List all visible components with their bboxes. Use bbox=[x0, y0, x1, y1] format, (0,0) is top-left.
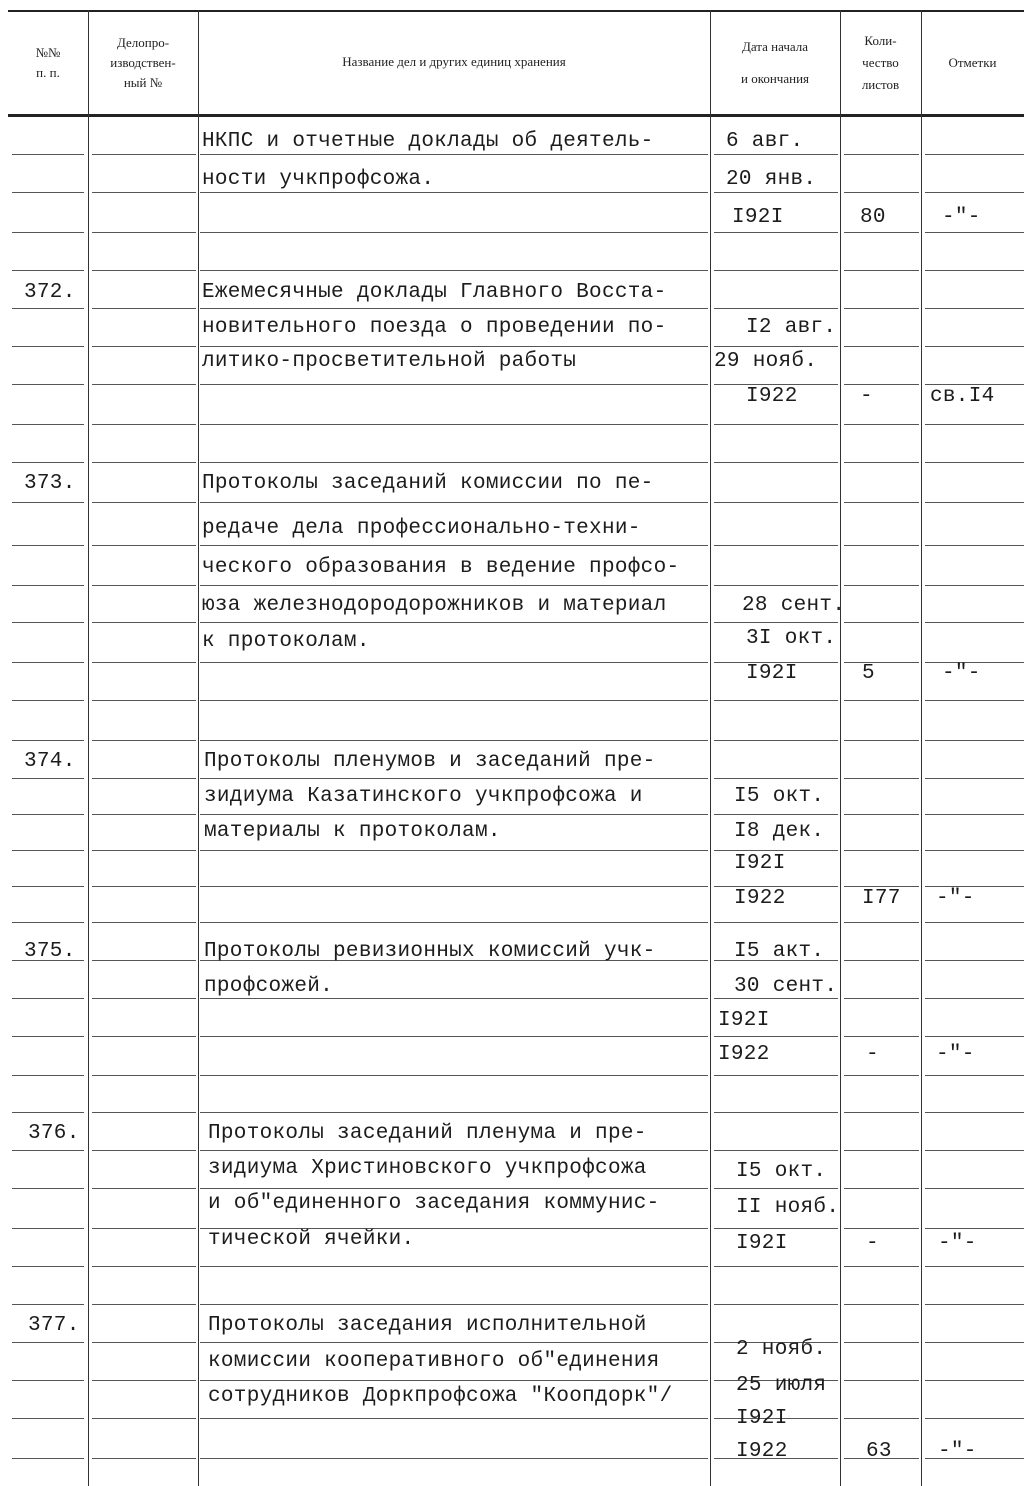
entry-title-line: зидиума Казатинского учкпрофсожа и bbox=[204, 785, 643, 808]
ruled-line bbox=[200, 502, 708, 503]
entry-date: I92I bbox=[718, 1009, 770, 1032]
entry-title-line: НКПС и отчетные доклады об деятель- bbox=[202, 130, 654, 153]
ruled-line bbox=[92, 1112, 196, 1113]
column-divider bbox=[88, 10, 89, 1486]
ruled-line bbox=[844, 1112, 919, 1113]
ruled-line bbox=[714, 232, 838, 233]
ruled-line bbox=[844, 1150, 919, 1151]
ruled-line bbox=[925, 232, 1024, 233]
entry-date: I2 авг. bbox=[746, 316, 837, 339]
ruled-line bbox=[92, 622, 196, 623]
ruled-line bbox=[925, 740, 1024, 741]
entry-date: I92I bbox=[746, 662, 798, 685]
ruled-line bbox=[12, 1342, 84, 1343]
ruled-line bbox=[92, 1075, 196, 1076]
header-dates-line: Дата начала bbox=[741, 39, 809, 54]
ruled-line bbox=[714, 1150, 838, 1151]
ruled-line bbox=[12, 1036, 84, 1037]
header-sheets-line: листов bbox=[861, 77, 900, 92]
ruled-line bbox=[92, 154, 196, 155]
ruled-line bbox=[714, 545, 838, 546]
ruled-line bbox=[92, 960, 196, 961]
ruled-line bbox=[200, 1112, 708, 1113]
entry-notes: св.I4 bbox=[930, 385, 995, 408]
ruled-line bbox=[925, 545, 1024, 546]
ruled-line bbox=[12, 886, 84, 887]
ruled-line bbox=[200, 740, 708, 741]
entry-date: 29 нояб. bbox=[714, 350, 818, 373]
ruled-line bbox=[925, 270, 1024, 271]
ruled-line bbox=[92, 1418, 196, 1419]
header-num-line: №№ bbox=[35, 45, 61, 60]
ruled-line bbox=[200, 1036, 708, 1037]
entry-date: 25 июля bbox=[736, 1374, 827, 1397]
ruled-line bbox=[200, 1418, 708, 1419]
ruled-line bbox=[12, 814, 84, 815]
ruled-line bbox=[925, 1266, 1024, 1267]
ruled-line bbox=[925, 154, 1024, 155]
entry-title-line: новительного поезда о проведении по- bbox=[202, 316, 667, 339]
ruled-line bbox=[12, 1112, 84, 1113]
ruled-line bbox=[12, 192, 84, 193]
entry-date: 30 сент. bbox=[734, 975, 838, 998]
ruled-line bbox=[925, 192, 1024, 193]
ruled-line bbox=[844, 585, 919, 586]
ruled-line bbox=[714, 585, 838, 586]
ruled-line bbox=[12, 1188, 84, 1189]
ruled-line bbox=[12, 740, 84, 741]
entry-date: 6 авг. bbox=[726, 130, 804, 153]
ruled-line bbox=[12, 1266, 84, 1267]
ruled-line bbox=[12, 1228, 84, 1229]
ruled-line bbox=[200, 424, 708, 425]
entry-notes: -"- bbox=[938, 1440, 977, 1463]
ruled-line bbox=[844, 545, 919, 546]
ruled-line bbox=[844, 922, 919, 923]
header-office-line: изводствен- bbox=[110, 55, 176, 70]
ruled-line bbox=[92, 778, 196, 779]
ruled-line bbox=[714, 154, 838, 155]
ruled-line bbox=[12, 850, 84, 851]
entry-notes: -"- bbox=[936, 887, 975, 910]
ruled-line bbox=[714, 778, 838, 779]
entry-date: I92I bbox=[736, 1232, 788, 1255]
ruled-line bbox=[92, 1380, 196, 1381]
ruled-line bbox=[844, 192, 919, 193]
ruled-line bbox=[714, 462, 838, 463]
entry-title-line: зидиума Христиновского учкпрофсожа bbox=[208, 1157, 647, 1180]
entry-notes: -"- bbox=[942, 206, 981, 229]
ruled-line bbox=[92, 502, 196, 503]
ruled-line bbox=[925, 1342, 1024, 1343]
ruled-line bbox=[844, 346, 919, 347]
ruled-line bbox=[92, 700, 196, 701]
entry-notes: -"- bbox=[936, 1043, 975, 1066]
ruled-line bbox=[12, 154, 84, 155]
header-bottom-rule bbox=[8, 114, 1024, 117]
ruled-line bbox=[844, 270, 919, 271]
header-num bbox=[8, 14, 88, 112]
ruled-line bbox=[12, 1418, 84, 1419]
ruled-line bbox=[844, 384, 919, 385]
ruled-line bbox=[925, 700, 1024, 701]
ruled-line bbox=[925, 850, 1024, 851]
ruled-line bbox=[844, 1342, 919, 1343]
ruled-line bbox=[200, 622, 708, 623]
ruled-line bbox=[714, 1228, 838, 1229]
ruled-line bbox=[200, 922, 708, 923]
ruled-line bbox=[714, 270, 838, 271]
ruled-line bbox=[844, 424, 919, 425]
entry-date: I5 окт. bbox=[734, 785, 825, 808]
ruled-line bbox=[92, 1342, 196, 1343]
ruled-line bbox=[200, 585, 708, 586]
ruled-line bbox=[12, 232, 84, 233]
ruled-line bbox=[200, 346, 708, 347]
ruled-line bbox=[714, 922, 838, 923]
ruled-line bbox=[12, 462, 84, 463]
ruled-line bbox=[12, 545, 84, 546]
header-sheets bbox=[840, 14, 921, 112]
ruled-line bbox=[714, 622, 838, 623]
ruled-line bbox=[200, 270, 708, 271]
ruled-line bbox=[12, 502, 84, 503]
ruled-line bbox=[844, 740, 919, 741]
ruled-line bbox=[12, 922, 84, 923]
ruled-line bbox=[925, 1228, 1024, 1229]
ruled-line bbox=[12, 700, 84, 701]
ruled-line bbox=[714, 1036, 838, 1037]
ruled-line bbox=[714, 1304, 838, 1305]
entry-title-line: Протоколы заседаний комиссии по пе- bbox=[202, 472, 654, 495]
ruled-line bbox=[714, 346, 838, 347]
entry-date: 3I окт. bbox=[746, 627, 837, 650]
ruled-line bbox=[200, 462, 708, 463]
ruled-line bbox=[200, 232, 708, 233]
ruled-line bbox=[12, 270, 84, 271]
entry-sheets: - bbox=[866, 1043, 879, 1066]
ruled-line bbox=[92, 1036, 196, 1037]
ruled-line bbox=[92, 384, 196, 385]
header-office-line: Делопро- bbox=[116, 35, 170, 50]
entry-number: 376. bbox=[28, 1122, 80, 1145]
ruled-line bbox=[714, 1188, 838, 1189]
ruled-line bbox=[12, 308, 84, 309]
entry-title-line: литико-просветительной работы bbox=[202, 350, 577, 373]
ruled-line bbox=[844, 308, 919, 309]
ruled-line bbox=[92, 1458, 196, 1459]
ruled-line bbox=[200, 1075, 708, 1076]
ruled-line bbox=[200, 545, 708, 546]
ruled-line bbox=[200, 700, 708, 701]
ruled-line bbox=[844, 232, 919, 233]
ruled-line bbox=[844, 998, 919, 999]
entry-date: I5 акт. bbox=[734, 940, 825, 963]
entry-date: I8 дек. bbox=[734, 820, 825, 843]
ruled-line bbox=[92, 424, 196, 425]
entry-notes: -"- bbox=[938, 1232, 977, 1255]
entry-date: I92I bbox=[732, 206, 784, 229]
entry-title-line: тической ячейки. bbox=[208, 1228, 415, 1251]
ruled-line bbox=[844, 662, 919, 663]
ruled-line bbox=[714, 700, 838, 701]
ruled-line bbox=[12, 998, 84, 999]
entry-date: I5 окт. bbox=[736, 1160, 827, 1183]
ruled-line bbox=[714, 1112, 838, 1113]
ruled-line bbox=[925, 462, 1024, 463]
ruled-line bbox=[12, 778, 84, 779]
entry-title-line: сотрудников Доркпрофсожа "Коопдорк"/ bbox=[208, 1385, 673, 1408]
ruled-line bbox=[92, 1304, 196, 1305]
ruled-line bbox=[200, 1150, 708, 1151]
ruled-line bbox=[92, 1228, 196, 1229]
ruled-line bbox=[844, 778, 919, 779]
header-office-line: ный № bbox=[123, 75, 163, 90]
ruled-line bbox=[92, 308, 196, 309]
ruled-line bbox=[925, 1418, 1024, 1419]
ruled-line bbox=[925, 814, 1024, 815]
ruled-line bbox=[200, 850, 708, 851]
entry-title-line: и об"единенного заседания коммунис- bbox=[208, 1192, 660, 1215]
ruled-line bbox=[714, 998, 838, 999]
ruled-line bbox=[200, 1342, 708, 1343]
ruled-line bbox=[925, 1075, 1024, 1076]
ruled-line bbox=[925, 960, 1024, 961]
entry-sheets: - bbox=[860, 385, 873, 408]
entry-number: 377. bbox=[28, 1314, 80, 1337]
ruled-line bbox=[12, 1304, 84, 1305]
column-divider bbox=[840, 10, 841, 1486]
entry-title-line: юза железнодородорожников и материал bbox=[202, 594, 667, 617]
entry-sheets: I77 bbox=[862, 887, 901, 910]
ruled-line bbox=[925, 1304, 1024, 1305]
ruled-line bbox=[92, 922, 196, 923]
ruled-line bbox=[844, 1228, 919, 1229]
header-title bbox=[198, 14, 710, 112]
entry-date: I92I bbox=[734, 852, 786, 875]
ruled-line bbox=[925, 622, 1024, 623]
ruled-line bbox=[714, 1075, 838, 1076]
ruled-line bbox=[200, 886, 708, 887]
ruled-line bbox=[200, 1380, 708, 1381]
ruled-line bbox=[844, 502, 919, 503]
ruled-line bbox=[92, 1188, 196, 1189]
header-sheets-line: чество bbox=[862, 55, 899, 70]
entry-title-line: ческого образования в ведение профсо- bbox=[202, 556, 680, 579]
ruled-line bbox=[92, 585, 196, 586]
column-divider bbox=[198, 10, 199, 1486]
entry-title-line: к протоколам. bbox=[202, 630, 370, 653]
ruled-line bbox=[925, 922, 1024, 923]
ruled-line bbox=[844, 1188, 919, 1189]
ruled-line bbox=[92, 1266, 196, 1267]
ruled-line bbox=[714, 424, 838, 425]
ruled-line bbox=[12, 1150, 84, 1151]
entry-title-line: Протоколы пленумов и заседаний пре- bbox=[204, 750, 656, 773]
ruled-line bbox=[714, 502, 838, 503]
entry-date: 20 янв. bbox=[726, 168, 817, 191]
column-divider bbox=[921, 10, 922, 1486]
ruled-line bbox=[12, 1380, 84, 1381]
ruled-line bbox=[12, 622, 84, 623]
ruled-line bbox=[925, 1380, 1024, 1381]
entry-title-line: Протоколы заседаний пленума и пре- bbox=[208, 1122, 647, 1145]
ruled-line bbox=[844, 154, 919, 155]
ruled-line bbox=[92, 850, 196, 851]
ruled-line bbox=[844, 850, 919, 851]
header-title-text: Название дел и других единиц хранения bbox=[342, 54, 566, 69]
ruled-line bbox=[925, 778, 1024, 779]
ruled-line bbox=[925, 502, 1024, 503]
ruled-line bbox=[200, 384, 708, 385]
ruled-line bbox=[925, 585, 1024, 586]
ruled-line bbox=[92, 998, 196, 999]
entry-title-line: Протоколы заседания исполнительной bbox=[208, 1314, 647, 1337]
entry-title-line: редаче дела профессионально-техни- bbox=[202, 517, 641, 540]
ruled-line bbox=[92, 662, 196, 663]
header-notes-text: Отметки bbox=[948, 55, 997, 70]
ruled-line bbox=[200, 1188, 708, 1189]
ruled-line bbox=[200, 308, 708, 309]
header-notes bbox=[921, 14, 1024, 112]
entry-title-line: профсожей. bbox=[204, 975, 334, 998]
ruled-line bbox=[12, 346, 84, 347]
entry-title-line: ности учкпрофсожа. bbox=[202, 168, 435, 191]
entry-sheets: 5 bbox=[862, 662, 875, 685]
ruled-line bbox=[92, 462, 196, 463]
ruled-line bbox=[714, 1266, 838, 1267]
header-num-line: п. п. bbox=[36, 65, 60, 80]
header-dates bbox=[710, 14, 840, 112]
header-dates-line: и окончания bbox=[740, 71, 810, 86]
ruled-line bbox=[925, 1036, 1024, 1037]
ruled-line bbox=[92, 192, 196, 193]
ruled-line bbox=[92, 740, 196, 741]
header-office-number bbox=[88, 14, 198, 112]
ruled-line bbox=[200, 154, 708, 155]
entry-date: 28 сент. bbox=[742, 594, 846, 617]
ruled-line bbox=[844, 1380, 919, 1381]
entry-sheets: 63 bbox=[866, 1440, 892, 1463]
entry-date: 2 нояб. bbox=[736, 1338, 827, 1361]
entry-sheets: - bbox=[866, 1232, 879, 1255]
ruled-line bbox=[200, 778, 708, 779]
entry-date: I92I bbox=[736, 1407, 788, 1430]
ruled-line bbox=[200, 998, 708, 999]
ruled-line bbox=[92, 270, 196, 271]
column-divider bbox=[710, 10, 711, 1486]
ruled-line bbox=[200, 814, 708, 815]
ruled-line bbox=[925, 346, 1024, 347]
ruled-line bbox=[844, 622, 919, 623]
ruled-line bbox=[12, 424, 84, 425]
ruled-line bbox=[92, 1150, 196, 1151]
ruled-line bbox=[12, 1458, 84, 1459]
ruled-line bbox=[714, 740, 838, 741]
ruled-line bbox=[844, 1036, 919, 1037]
entry-title-line: комиссии кооперативного об"единения bbox=[208, 1350, 660, 1373]
ruled-line bbox=[12, 1075, 84, 1076]
ruled-line bbox=[92, 545, 196, 546]
entry-number: 372. bbox=[24, 281, 76, 304]
ruled-line bbox=[714, 192, 838, 193]
ruled-line bbox=[714, 308, 838, 309]
entry-date: I922 bbox=[734, 887, 786, 910]
entry-date: I922 bbox=[718, 1043, 770, 1066]
ruled-line bbox=[200, 192, 708, 193]
entry-notes: -"- bbox=[942, 662, 981, 685]
entry-number: 373. bbox=[24, 472, 76, 495]
entry-number: 375. bbox=[24, 940, 76, 963]
ruled-line bbox=[925, 1188, 1024, 1189]
ruled-line bbox=[925, 424, 1024, 425]
entry-date: I922 bbox=[746, 385, 798, 408]
ruled-line bbox=[200, 662, 708, 663]
ruled-line bbox=[12, 384, 84, 385]
ruled-line bbox=[925, 308, 1024, 309]
ruled-line bbox=[92, 232, 196, 233]
ruled-line bbox=[92, 346, 196, 347]
ruled-line bbox=[92, 886, 196, 887]
entry-title-line: Ежемесячные доклады Главного Восста- bbox=[202, 281, 667, 304]
entry-number: 374. bbox=[24, 750, 76, 773]
header-top-rule bbox=[8, 10, 1024, 12]
ruled-line bbox=[925, 998, 1024, 999]
ruled-line bbox=[844, 1075, 919, 1076]
entry-title-line: материалы к протоколам. bbox=[204, 820, 501, 843]
ruled-line bbox=[12, 662, 84, 663]
ruled-line bbox=[844, 1266, 919, 1267]
ruled-line bbox=[200, 1304, 708, 1305]
ruled-line bbox=[844, 960, 919, 961]
ruled-line bbox=[844, 700, 919, 701]
ruled-line bbox=[12, 585, 84, 586]
ruled-line bbox=[844, 1304, 919, 1305]
entry-sheets: 80 bbox=[860, 206, 886, 229]
ruled-line bbox=[200, 1458, 708, 1459]
ruled-line bbox=[714, 814, 838, 815]
entry-date: II нояб. bbox=[736, 1196, 840, 1219]
ruled-line bbox=[200, 1266, 708, 1267]
ruled-line bbox=[925, 1150, 1024, 1151]
entry-date: I922 bbox=[736, 1440, 788, 1463]
entry-title-line: Протоколы ревизионных комиссий учк- bbox=[204, 940, 656, 963]
ruled-line bbox=[714, 850, 838, 851]
ruled-line bbox=[844, 1418, 919, 1419]
header-sheets-line: Коли- bbox=[864, 33, 897, 48]
ruled-line bbox=[92, 814, 196, 815]
ruled-line bbox=[844, 462, 919, 463]
ruled-line bbox=[844, 814, 919, 815]
ruled-line bbox=[925, 1112, 1024, 1113]
